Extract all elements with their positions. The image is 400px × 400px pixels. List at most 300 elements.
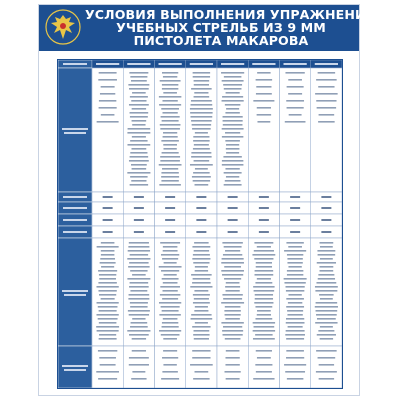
cell-text-line xyxy=(254,302,273,304)
cell-text-line xyxy=(286,286,305,288)
cell-text-line xyxy=(100,93,115,95)
cell-text-line xyxy=(285,121,306,123)
cell-text-line xyxy=(101,298,115,300)
cell-text-line xyxy=(190,112,212,114)
cell-text-line xyxy=(194,330,210,332)
cell-text-line xyxy=(194,160,210,162)
cell-text-line xyxy=(317,107,336,109)
cell-text-line xyxy=(132,318,145,320)
cell-text-line xyxy=(226,282,240,284)
cell-text-line xyxy=(196,196,206,198)
cell-text-line xyxy=(163,76,177,78)
cell-text-line xyxy=(257,107,271,109)
cell-text-line xyxy=(98,306,118,308)
cell-text-line xyxy=(321,219,331,221)
cell-text-line xyxy=(288,326,303,328)
cell-text-line xyxy=(290,207,300,209)
cell-text-line xyxy=(321,196,331,198)
cell-text-line xyxy=(162,152,179,154)
cell-text-line xyxy=(163,246,178,248)
cell-text-line xyxy=(319,266,333,268)
cell-text-line xyxy=(132,168,147,170)
cell-text-line xyxy=(286,242,303,244)
cell-text-line xyxy=(130,290,147,292)
cell-text-line xyxy=(162,310,179,312)
cell-text-line xyxy=(130,152,147,154)
cell-text-line xyxy=(315,286,338,288)
cell-text-line xyxy=(259,196,269,198)
cell-text-line xyxy=(225,318,239,320)
cell-text-line xyxy=(130,76,147,78)
cell-text-line xyxy=(164,274,177,276)
cell-text-line xyxy=(222,96,243,98)
cell-text-line xyxy=(254,250,274,252)
cell-text-line xyxy=(190,104,212,106)
cell-text-line xyxy=(99,310,117,312)
cell-text-line xyxy=(225,140,240,142)
cell-text-line xyxy=(225,314,241,316)
cell-text-line xyxy=(255,364,272,366)
poster xyxy=(38,4,377,396)
cell-text-line xyxy=(129,160,149,162)
cell-text-line xyxy=(159,104,181,106)
cell-text-line xyxy=(128,266,149,268)
cell-text-line xyxy=(316,100,336,102)
cell-text-line xyxy=(190,164,213,166)
cell-text-line xyxy=(287,270,303,272)
cell-text-line xyxy=(130,96,148,98)
cell-text-line xyxy=(192,176,211,178)
cell-text-line xyxy=(192,128,211,130)
header-text-line xyxy=(190,63,213,65)
cell-text-line xyxy=(131,378,146,380)
cell-text-line xyxy=(98,290,116,292)
cell-text-line xyxy=(195,266,208,268)
cell-text-line xyxy=(129,104,149,106)
cell-text-line xyxy=(127,278,150,280)
cell-text-line xyxy=(101,86,115,88)
cell-text-line xyxy=(194,242,208,244)
cell-text-line xyxy=(225,306,241,308)
cell-text-line xyxy=(224,172,242,174)
cell-text-line xyxy=(128,310,150,312)
cell-text-line xyxy=(101,254,115,256)
cell-text-line xyxy=(128,298,149,300)
cell-text-line xyxy=(98,270,117,272)
cell-text-line xyxy=(255,334,272,336)
poster-header xyxy=(39,5,377,51)
cell-text-line xyxy=(257,246,271,248)
cell-text-line xyxy=(193,334,209,336)
cell-text-line xyxy=(284,282,305,284)
cell-text-line xyxy=(98,79,117,81)
cell-text-line xyxy=(225,364,239,366)
cell-text-line xyxy=(253,378,274,380)
cell-text-line xyxy=(225,104,241,106)
cell-text-line xyxy=(127,132,150,134)
cell-text-line xyxy=(127,172,150,174)
cell-text-line xyxy=(99,100,116,102)
cell-text-line xyxy=(257,121,270,123)
cell-text-line xyxy=(221,72,244,74)
cell-text-line xyxy=(223,156,241,158)
cell-text-line xyxy=(193,136,209,138)
cell-text-line xyxy=(96,326,119,328)
table-grid xyxy=(58,60,342,388)
cell-text-line xyxy=(319,364,334,366)
cell-text-line xyxy=(319,378,334,380)
cell-text-line xyxy=(191,314,211,316)
cell-text-line xyxy=(99,357,116,359)
cell-text-line xyxy=(129,88,149,90)
cell-text-line xyxy=(163,338,177,340)
cell-text-line xyxy=(317,250,335,252)
cell-text-line xyxy=(226,92,240,94)
cell-text-line xyxy=(194,298,209,300)
cell-text-line xyxy=(193,172,210,174)
header-text-line xyxy=(221,63,244,65)
cell-text-line xyxy=(316,79,337,81)
cell-text-line xyxy=(318,274,334,276)
table-cell xyxy=(248,346,279,388)
cell-text-line xyxy=(287,254,303,256)
cell-text-line xyxy=(128,250,150,252)
cell-text-line xyxy=(194,92,208,94)
cell-text-line xyxy=(196,219,206,221)
cell-text-line xyxy=(285,371,305,373)
cell-text-line xyxy=(165,219,175,221)
table-cell xyxy=(155,346,186,388)
cell-text-line xyxy=(165,231,175,233)
cell-text-line xyxy=(159,164,182,166)
cell-text-line xyxy=(161,254,179,256)
cell-text-line xyxy=(103,207,113,209)
cell-text-line xyxy=(288,246,302,248)
cell-text-line xyxy=(130,270,147,272)
cell-text-line xyxy=(222,258,244,260)
header-text-line xyxy=(96,63,119,65)
cell-text-line xyxy=(228,196,238,198)
cell-text-line xyxy=(255,274,274,276)
cell-text-line xyxy=(194,290,208,292)
cell-text-line xyxy=(257,114,272,116)
cell-text-line xyxy=(259,231,269,233)
cell-text-line xyxy=(228,207,238,209)
cell-text-line xyxy=(290,231,300,233)
cell-text-line xyxy=(195,270,208,272)
cell-text-line xyxy=(161,180,178,182)
cell-text-line xyxy=(130,254,148,256)
cell-text-line xyxy=(286,290,304,292)
cell-text-line xyxy=(162,112,177,114)
cell-text-line xyxy=(132,274,146,276)
cell-text-line xyxy=(225,371,241,373)
cell-text-line xyxy=(130,156,149,158)
cell-text-line xyxy=(134,196,144,198)
cell-text-line xyxy=(224,88,242,90)
cell-text-line xyxy=(222,242,242,244)
cell-text-line xyxy=(131,148,146,150)
cell-text-line xyxy=(192,246,210,248)
cell-text-line xyxy=(163,350,177,352)
table-cell xyxy=(280,346,311,388)
cell-text-line xyxy=(221,262,244,264)
cell-text-line xyxy=(193,378,209,380)
cell-text-line xyxy=(191,152,211,154)
cell-text-line xyxy=(163,144,177,146)
cell-text-line xyxy=(161,140,178,142)
cell-text-line xyxy=(162,278,179,280)
cell-text-line xyxy=(285,72,304,74)
cell-text-line xyxy=(132,108,146,110)
cell-text-line xyxy=(259,207,269,209)
cell-text-line xyxy=(254,258,273,260)
cell-text-line xyxy=(193,294,210,296)
cell-text-line xyxy=(160,160,180,162)
header-text-line xyxy=(159,63,182,65)
cell-text-line xyxy=(161,378,179,380)
cell-text-line xyxy=(159,330,181,332)
cell-text-line xyxy=(315,306,338,308)
cell-text-line xyxy=(162,326,179,328)
cell-text-line xyxy=(316,314,337,316)
cell-text-line xyxy=(130,112,149,114)
cell-text-line xyxy=(288,266,301,268)
cell-text-line xyxy=(129,334,149,336)
cell-text-line xyxy=(256,262,272,264)
cell-text-line xyxy=(315,93,338,95)
cell-text-line xyxy=(257,357,271,359)
cell-text-line xyxy=(100,262,116,264)
cell-text-line xyxy=(159,266,182,268)
cell-text-line xyxy=(190,286,212,288)
cell-text-line xyxy=(161,116,180,118)
header-text-line xyxy=(127,63,150,65)
cell-text-line xyxy=(130,302,148,304)
cell-text-line xyxy=(129,242,149,244)
cell-text-line xyxy=(101,114,115,116)
cell-text-line xyxy=(195,168,208,170)
cell-text-line xyxy=(163,290,178,292)
cell-text-line xyxy=(194,338,209,340)
cell-text-line xyxy=(259,219,269,221)
cell-text-line xyxy=(162,84,178,86)
cell-text-line xyxy=(129,314,149,316)
cell-text-line xyxy=(222,136,243,138)
cell-text-line xyxy=(96,314,118,316)
cell-text-line xyxy=(318,121,335,123)
cell-text-line xyxy=(253,330,275,332)
cell-text-line xyxy=(99,334,116,336)
cell-text-line xyxy=(195,184,209,186)
double-headed-eagle-emblem-icon xyxy=(45,9,81,45)
cell-text-line xyxy=(286,357,304,359)
cell-text-line xyxy=(130,184,149,186)
cell-text-line xyxy=(103,219,113,221)
cell-text-line xyxy=(315,322,337,324)
cell-text-line xyxy=(164,262,177,264)
cell-text-line xyxy=(132,371,145,373)
cell-text-line xyxy=(286,318,304,320)
cell-text-line xyxy=(97,246,119,248)
cell-text-line xyxy=(226,152,239,154)
cell-text-line xyxy=(99,72,117,74)
cell-text-line xyxy=(222,330,243,332)
cell-text-line xyxy=(256,318,273,320)
cell-text-line xyxy=(256,266,272,268)
cell-text-line xyxy=(222,100,244,102)
cell-text-line xyxy=(225,357,239,359)
cell-text-line xyxy=(161,108,179,110)
cell-text-line xyxy=(226,108,239,110)
cell-text-line xyxy=(195,132,208,134)
cell-text-line xyxy=(160,286,180,288)
cell-text-line xyxy=(256,93,272,95)
header-text-line xyxy=(252,63,275,65)
cell-text-line xyxy=(130,140,147,142)
cell-text-line xyxy=(255,306,272,308)
cell-text-line xyxy=(223,254,242,256)
cell-text-line xyxy=(163,136,178,138)
cell-text-line xyxy=(223,120,243,122)
cell-text-line xyxy=(99,274,116,276)
row-label-text-line xyxy=(63,207,87,209)
cell-text-line xyxy=(228,219,238,221)
cell-text-line xyxy=(162,168,178,170)
cell-text-line xyxy=(284,364,306,366)
cell-text-line xyxy=(99,338,117,340)
cell-text-line xyxy=(159,314,180,316)
cell-text-line xyxy=(194,310,208,312)
cell-text-line xyxy=(161,172,178,174)
cell-text-line xyxy=(319,294,334,296)
cell-text-line xyxy=(256,79,273,81)
cell-text-line xyxy=(98,350,117,352)
cell-text-line xyxy=(129,294,150,296)
cell-text-line xyxy=(194,84,209,86)
cell-text-line xyxy=(222,274,243,276)
cell-text-line xyxy=(161,270,179,272)
exercise-conditions-table xyxy=(57,59,343,389)
table-cell xyxy=(311,346,342,388)
cell-text-line xyxy=(253,338,275,340)
cell-text-line xyxy=(160,80,181,82)
cell-text-line xyxy=(320,246,333,248)
cell-text-line xyxy=(320,298,333,300)
cell-text-line xyxy=(161,306,180,308)
cell-text-line xyxy=(318,278,335,280)
header-text-line xyxy=(284,63,307,65)
cell-text-line xyxy=(134,219,144,221)
cell-text-line xyxy=(321,207,331,209)
cell-text-line xyxy=(287,378,304,380)
cell-text-line xyxy=(290,196,300,198)
cell-text-line xyxy=(132,338,146,340)
cell-text-line xyxy=(131,100,146,102)
cell-text-line xyxy=(320,258,333,260)
cell-text-line xyxy=(193,254,210,256)
cell-text-line xyxy=(191,274,212,276)
cell-text-line xyxy=(132,124,145,126)
cell-text-line xyxy=(162,120,179,122)
cell-text-line xyxy=(163,148,176,150)
cell-text-line xyxy=(131,164,147,166)
row-label-text-line xyxy=(63,219,87,221)
cell-text-line xyxy=(288,294,301,296)
cell-text-line xyxy=(131,80,147,82)
cell-text-line xyxy=(98,282,116,284)
cell-text-line xyxy=(319,114,335,116)
cell-text-line xyxy=(191,120,212,122)
cell-text-line xyxy=(192,124,211,126)
cell-text-line xyxy=(287,262,302,264)
cell-text-line xyxy=(320,270,334,272)
cell-text-line xyxy=(316,350,337,352)
cell-text-line xyxy=(285,334,305,336)
cell-text-line xyxy=(253,100,274,102)
cell-text-line xyxy=(163,92,177,94)
cell-text-line xyxy=(222,160,243,162)
title-line-2: УЧЕБНЫХ СТРЕЛЬБ ИЗ 9 ММ xyxy=(116,20,326,35)
cell-text-line xyxy=(130,282,149,284)
cell-text-line xyxy=(318,86,334,88)
cell-text-line xyxy=(129,262,148,264)
row-label-text-line xyxy=(62,365,88,367)
cell-text-line xyxy=(159,184,181,186)
cell-text-line xyxy=(194,144,209,146)
cell-text-line xyxy=(226,176,239,178)
cell-text-line xyxy=(192,258,210,260)
cell-text-line xyxy=(160,242,180,244)
cell-text-line xyxy=(98,318,118,320)
cell-text-line xyxy=(224,76,242,78)
cell-text-line xyxy=(162,100,177,102)
cell-text-line xyxy=(192,326,210,328)
cell-text-line xyxy=(221,270,244,272)
cell-text-line xyxy=(320,326,333,328)
cell-text-line xyxy=(223,298,242,300)
cell-text-line xyxy=(225,180,241,182)
cell-text-line xyxy=(256,350,272,352)
cell-text-line xyxy=(163,282,178,284)
row-label-text-line xyxy=(63,196,87,198)
cell-text-line xyxy=(194,96,210,98)
cell-text-line xyxy=(255,298,273,300)
cell-text-line xyxy=(223,124,243,126)
cell-text-line xyxy=(315,290,337,292)
cell-text-line xyxy=(223,84,242,86)
cell-text-line xyxy=(318,72,336,74)
cell-text-line xyxy=(165,207,175,209)
cell-text-line xyxy=(257,278,271,280)
header-text-line xyxy=(315,63,338,65)
cell-text-line xyxy=(252,254,275,256)
cell-text-line xyxy=(316,371,337,373)
cell-text-line xyxy=(225,132,240,134)
cell-text-line xyxy=(316,302,338,304)
cell-text-line xyxy=(162,371,177,373)
cell-text-line xyxy=(99,322,117,324)
cell-text-line xyxy=(318,254,336,256)
title-line-3: ПИСТОЛЕТА МАКАРОВА xyxy=(133,33,309,48)
cell-text-line xyxy=(255,294,273,296)
cell-text-line xyxy=(225,250,240,252)
cell-text-line xyxy=(101,250,115,252)
cell-text-line xyxy=(224,278,241,280)
cell-text-line xyxy=(99,294,116,296)
cell-text-line xyxy=(223,326,242,328)
cell-text-line xyxy=(287,314,302,316)
